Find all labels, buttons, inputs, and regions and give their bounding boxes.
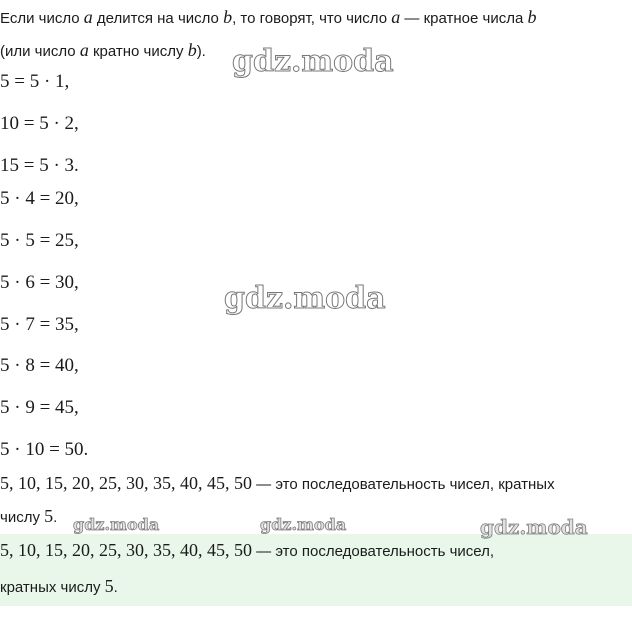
conclusion-text: числу [0,509,45,526]
number-sequence: 5, 10, 15, 20, 25, 30, 35, 40, 45, 50 [0,540,252,560]
variable-b: b [223,7,233,27]
variable-a: a [79,40,89,60]
equation: 10 = 5 · 2, [0,113,79,134]
number-sequence: 5, 10, 15, 20, 25, 30, 35, 40, 45, 50 [0,473,252,493]
watermark-logo: gdz.moda [224,281,386,316]
answer-line-1 [0,540,494,561]
equation: 5 · 4 = 20, [0,188,79,209]
intro-text: (или число [0,43,80,60]
conclusion-line-1 [0,473,555,495]
intro-text: — кратное числа [400,10,528,27]
intro-text: Если число [0,10,84,27]
watermark-logo: gdz.moda [480,515,588,539]
variable-b: b [187,40,197,60]
watermark-logo: gdz.moda [232,44,394,79]
intro-text: кратно числу [88,43,188,60]
equation: 5 · 10 = 50. [0,439,89,460]
equation: 5 = 5 · 1, [0,71,70,92]
equation: 5 · 8 = 40, [0,355,79,376]
intro-line-1 [0,7,536,29]
watermark-logo: gdz.moda [260,515,347,534]
intro-line-2 [0,40,206,62]
conclusion-text: . [53,509,58,526]
variable-b: b [527,7,537,27]
equation: 5 · 5 = 25, [0,230,79,251]
equation: 5 · 7 = 35, [0,314,79,335]
equation: 5 · 9 = 45, [0,397,79,418]
intro-text: , то говорят, что число [232,10,392,27]
answer-text: кратных числу [0,579,105,596]
watermark-logo: gdz.moda [73,515,160,534]
answer-box [0,534,632,606]
answer-text: — это последовательность чисел, [252,543,495,560]
intro-text: делится на число [92,10,224,27]
variable-a: a [391,7,401,27]
equation: 15 = 5 · 3. [0,155,79,176]
number-five: 5 [104,576,114,596]
conclusion-line-2 [0,506,57,528]
variable-a: a [83,7,93,27]
conclusion-text: — это последовательность чисел, кратных [252,476,555,493]
answer-text: . [113,579,118,596]
number-five: 5 [44,506,54,526]
answer-line-2 [0,576,118,597]
intro-text: ). [196,43,206,60]
equation: 5 · 6 = 30, [0,272,79,293]
